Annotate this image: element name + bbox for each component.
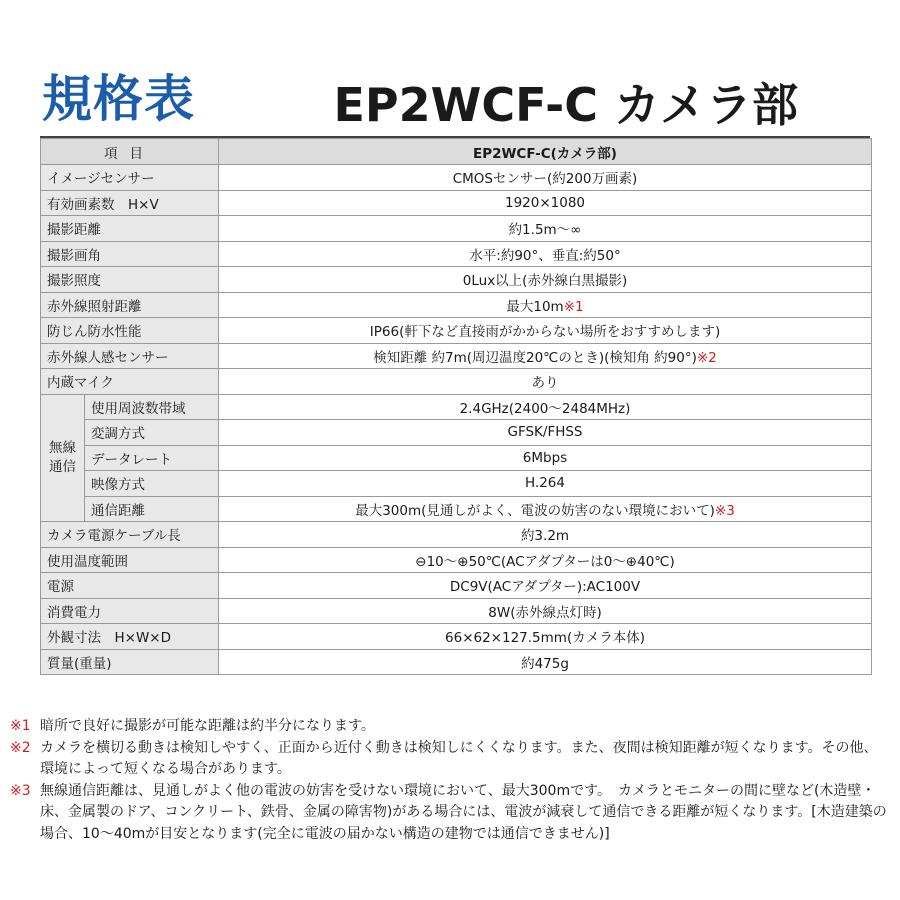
footnote-text: 暗所で良好に撮影が可能な距離は約半分になります。 — [40, 718, 375, 734]
footnote-mark: ※3 — [10, 782, 31, 799]
spec-label: 撮影画角 — [41, 241, 219, 267]
wireless-group-label: 無線 通信 — [41, 394, 85, 522]
spec-label: 外観寸法 H×W×D — [41, 624, 219, 650]
spec-label: 赤外線照射距離 — [41, 292, 219, 318]
table-row — [41, 598, 872, 624]
spec-value — [219, 318, 872, 344]
footnotes — [10, 716, 890, 845]
spec-label: 質量(重量) — [41, 649, 219, 675]
spec-value-text: 2.4GHz(2400〜2484MHz) — [459, 400, 631, 417]
spec-value-text: DC9V(ACアダプター):AC100V — [449, 579, 641, 596]
table-row — [41, 165, 872, 191]
footnote-3 — [10, 781, 890, 846]
spec-value — [219, 190, 872, 216]
footnote-mark: ※1 — [10, 718, 31, 734]
spec-value-text: あり — [531, 375, 559, 392]
spec-value — [219, 573, 872, 599]
spec-value-text: 最大10m — [506, 298, 564, 315]
header-model-label: EP2WCF-C(カメラ部) — [219, 139, 872, 165]
spec-value — [219, 216, 872, 242]
spec-label: イメージセンサー — [41, 165, 219, 191]
table-row — [41, 624, 872, 650]
model-title: EP2WCF-C カメラ部 — [333, 78, 798, 132]
table-row — [41, 292, 872, 318]
spec-value-text: 1920×1080 — [504, 194, 586, 211]
table-row — [41, 241, 872, 267]
spec-value-text: 0Lux以上(赤外線白黒撮影) — [462, 273, 628, 290]
spec-label: 赤外線人感センサー — [41, 343, 219, 369]
table-row — [41, 216, 872, 242]
table-row — [41, 573, 872, 599]
footnote-ref: ※2 — [696, 349, 717, 366]
table-row — [41, 343, 872, 369]
spec-value — [219, 649, 872, 675]
spec-label: 有効画素数 H×V — [41, 190, 219, 216]
spec-table — [40, 138, 872, 675]
table-row — [41, 190, 872, 216]
footnote-2 — [10, 738, 890, 781]
spec-label: 使用温度範囲 — [41, 547, 219, 573]
spec-value-text: H.264 — [525, 475, 565, 492]
spec-value-text: 約1.5m〜∞ — [508, 222, 582, 239]
spec-value — [219, 165, 872, 191]
spec-value — [219, 522, 872, 548]
spec-value-text: 約475g — [521, 655, 569, 672]
spec-label: 電源 — [41, 573, 219, 599]
page-header — [40, 55, 870, 135]
table-header-row — [41, 139, 872, 165]
spec-value — [219, 445, 872, 471]
spec-value — [219, 241, 872, 267]
spec-label: 通信距離 — [85, 496, 219, 522]
spec-label: カメラ電源ケーブル長 — [41, 522, 219, 548]
spec-value — [219, 471, 872, 497]
table-row — [41, 471, 872, 497]
spec-label: 変調方式 — [85, 420, 219, 446]
table-row — [41, 394, 872, 420]
spec-value-text: 最大300m(見通しがよく、電波の妨害のない環境において) — [355, 502, 715, 519]
spec-value-text: 検知距離 約7m(周辺温度20℃のとき)(検知角 約90°) — [373, 349, 697, 366]
footnote-text: 無線通信距離は、見通しがよく他の電波の妨害を受けない環境において、最大300mです。 カメラとモニターの間に壁など(木造壁・床、金属製のドア、コンクリート、鉄骨、金属の障害物)がある場合には、電波が減衰して通信できる距離が短くなります。[木造建築の場合、10〜40mが目安となります(完全に電波の届かない構造の建物では通信できません)] — [40, 782, 887, 842]
spec-label: 映像方式 — [85, 471, 219, 497]
table-row — [41, 267, 872, 293]
spec-value-text: ⊖10〜⊕50℃(ACアダプターは0〜⊕40℃) — [415, 553, 675, 570]
spec-value — [219, 624, 872, 650]
spec-value-text: 6Mbps — [522, 449, 568, 466]
spec-value-text: 66×62×127.5mm(カメラ本体) — [445, 630, 645, 647]
footnote-mark: ※2 — [10, 739, 31, 756]
spec-label: 消費電力 — [41, 598, 219, 624]
table-row — [41, 420, 872, 446]
header-item-label: 項目 — [41, 139, 219, 165]
spec-value-text: 約3.2m — [520, 528, 570, 545]
spec-value — [219, 547, 872, 573]
spec-label: 防じん防水性能 — [41, 318, 219, 344]
spec-value — [219, 292, 872, 318]
table-row — [41, 496, 872, 522]
spec-value-text: IP66(軒下など直接雨がかからない場所をおすすめします) — [369, 324, 721, 341]
footnote-text: カメラを横切る動きは検知しやすく、正面から近付く動きは検知しにくくなります。また、夜間は検知距離が短くなります。その他、環境によって短くなる場合があります。 — [40, 739, 878, 777]
page-title: 規格表 — [42, 70, 195, 128]
spec-value-text: CMOSセンサー(約200万画素) — [452, 171, 638, 188]
table-row — [41, 547, 872, 573]
spec-label: 撮影距離 — [41, 216, 219, 242]
spec-label: データレート — [85, 445, 219, 471]
spec-label: 内蔵マイク — [41, 369, 219, 395]
table-row — [41, 649, 872, 675]
spec-value-text: 水平:約90°、垂直:約50° — [469, 247, 621, 264]
spec-value — [219, 496, 872, 522]
spec-label: 撮影照度 — [41, 267, 219, 293]
spec-value — [219, 598, 872, 624]
table-row — [41, 318, 872, 344]
table-row — [41, 445, 872, 471]
spec-value-text: GFSK/FHSS — [507, 424, 583, 441]
table-row — [41, 369, 872, 395]
footnote-ref: ※3 — [714, 502, 735, 519]
spec-value — [219, 267, 872, 293]
footnote-1 — [10, 716, 890, 738]
spec-value-text: 8W(赤外線点灯時) — [488, 604, 602, 621]
spec-label: 使用周波数帯域 — [85, 394, 219, 420]
spec-value — [219, 369, 872, 395]
spec-value — [219, 394, 872, 420]
spec-value — [219, 343, 872, 369]
table-row — [41, 522, 872, 548]
spec-value — [219, 420, 872, 446]
footnote-ref: ※1 — [563, 298, 584, 315]
